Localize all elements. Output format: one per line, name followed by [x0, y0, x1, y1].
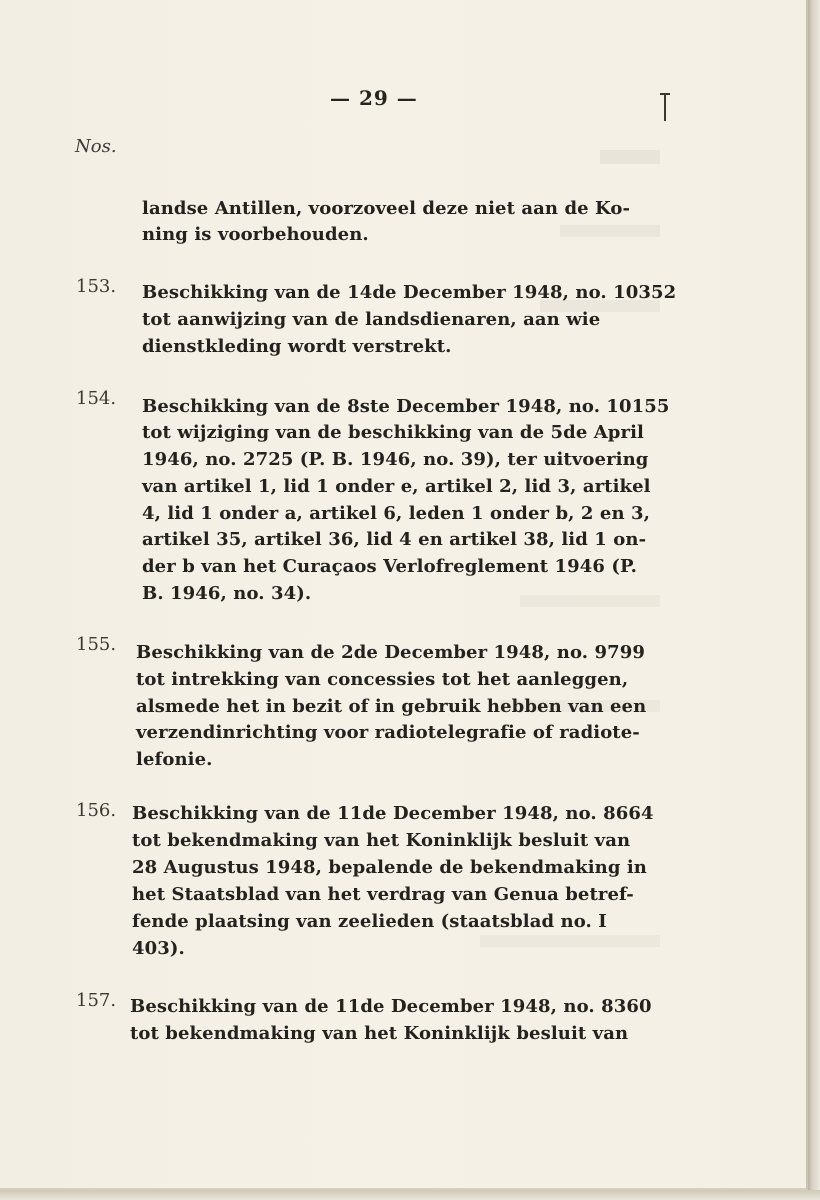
text-line: tot intrekking van concessies tot het aanleggen, — [136, 669, 629, 690]
show-through-mark — [520, 595, 660, 607]
entry-number: 155. — [76, 634, 117, 655]
entry-number: 154. — [76, 388, 117, 409]
entry-number: 153. — [76, 276, 117, 297]
entry-number: 156. — [76, 800, 117, 821]
entry-number: 157. — [76, 990, 117, 1011]
text-line: het Staatsblad van het verdrag van Genua betref- — [132, 884, 634, 905]
text-line: landse Antillen, voorzoveel deze niet aan de Ko- — [142, 198, 631, 219]
text-line: lefonie. — [136, 749, 213, 770]
page-number: — 29 — — [330, 86, 418, 110]
page-edge — [808, 0, 820, 1200]
text-line: der b van het Curaçaos Verlofreglement 1946 (P. — [142, 556, 638, 577]
text-line: ning is voorbehouden. — [142, 224, 369, 245]
text-line: van artikel 1, lid 1 onder e, artikel 2, lid 3, artikel — [142, 476, 651, 497]
text-line: 1946, no. 2725 (P. B. 1946, no. 39), ter uitvoering — [142, 449, 649, 470]
text-line: Beschikking van de 8ste December 1948, no. 10155 — [142, 396, 670, 417]
text-line: tot bekendmaking van het Koninklijk besluit van — [132, 830, 631, 851]
text-line: artikel 35, artikel 36, lid 4 en artikel 38, lid 1 on- — [142, 529, 647, 550]
text-line: Beschikking van de 11de December 1948, no. 8360 — [130, 996, 652, 1017]
text-line: verzendinrichting voor radiotelegrafie of radiote- — [136, 722, 640, 743]
text-line: Beschikking van de 14de December 1948, no. 10352 — [142, 282, 677, 303]
text-line: 28 Augustus 1948, bepalende de bekendmaking in — [132, 857, 647, 878]
text-line: fende plaatsing van zeelieden (staatsblad no. I — [132, 911, 607, 932]
margin-label: Nos. — [75, 136, 117, 157]
show-through-mark — [480, 935, 660, 947]
text-line: Beschikking van de 11de December 1948, no. 8664 — [132, 803, 654, 824]
text-line: B. 1946, no. 34). — [142, 583, 312, 604]
corner-mark — [664, 93, 666, 121]
text-line: alsmede het in bezit of in gebruik hebben van een — [136, 696, 647, 717]
text-line: 4, lid 1 onder a, artikel 6, leden 1 onder b, 2 en 3, — [142, 503, 650, 524]
text-line: dienstkleding wordt verstrekt. — [142, 336, 452, 357]
text-line: tot bekendmaking van het Koninklijk besluit van — [130, 1023, 629, 1044]
show-through-mark — [560, 225, 660, 237]
text-line: tot wijziging van de beschikking van de 5de April — [142, 422, 644, 443]
page-bottom-edge — [0, 1190, 820, 1200]
text-line: Beschikking van de 2de December 1948, no. 9799 — [136, 642, 645, 663]
text-line: tot aanwijzing van de landsdienaren, aan wie — [142, 309, 601, 330]
text-line: 403). — [132, 938, 185, 959]
show-through-mark — [600, 150, 660, 164]
